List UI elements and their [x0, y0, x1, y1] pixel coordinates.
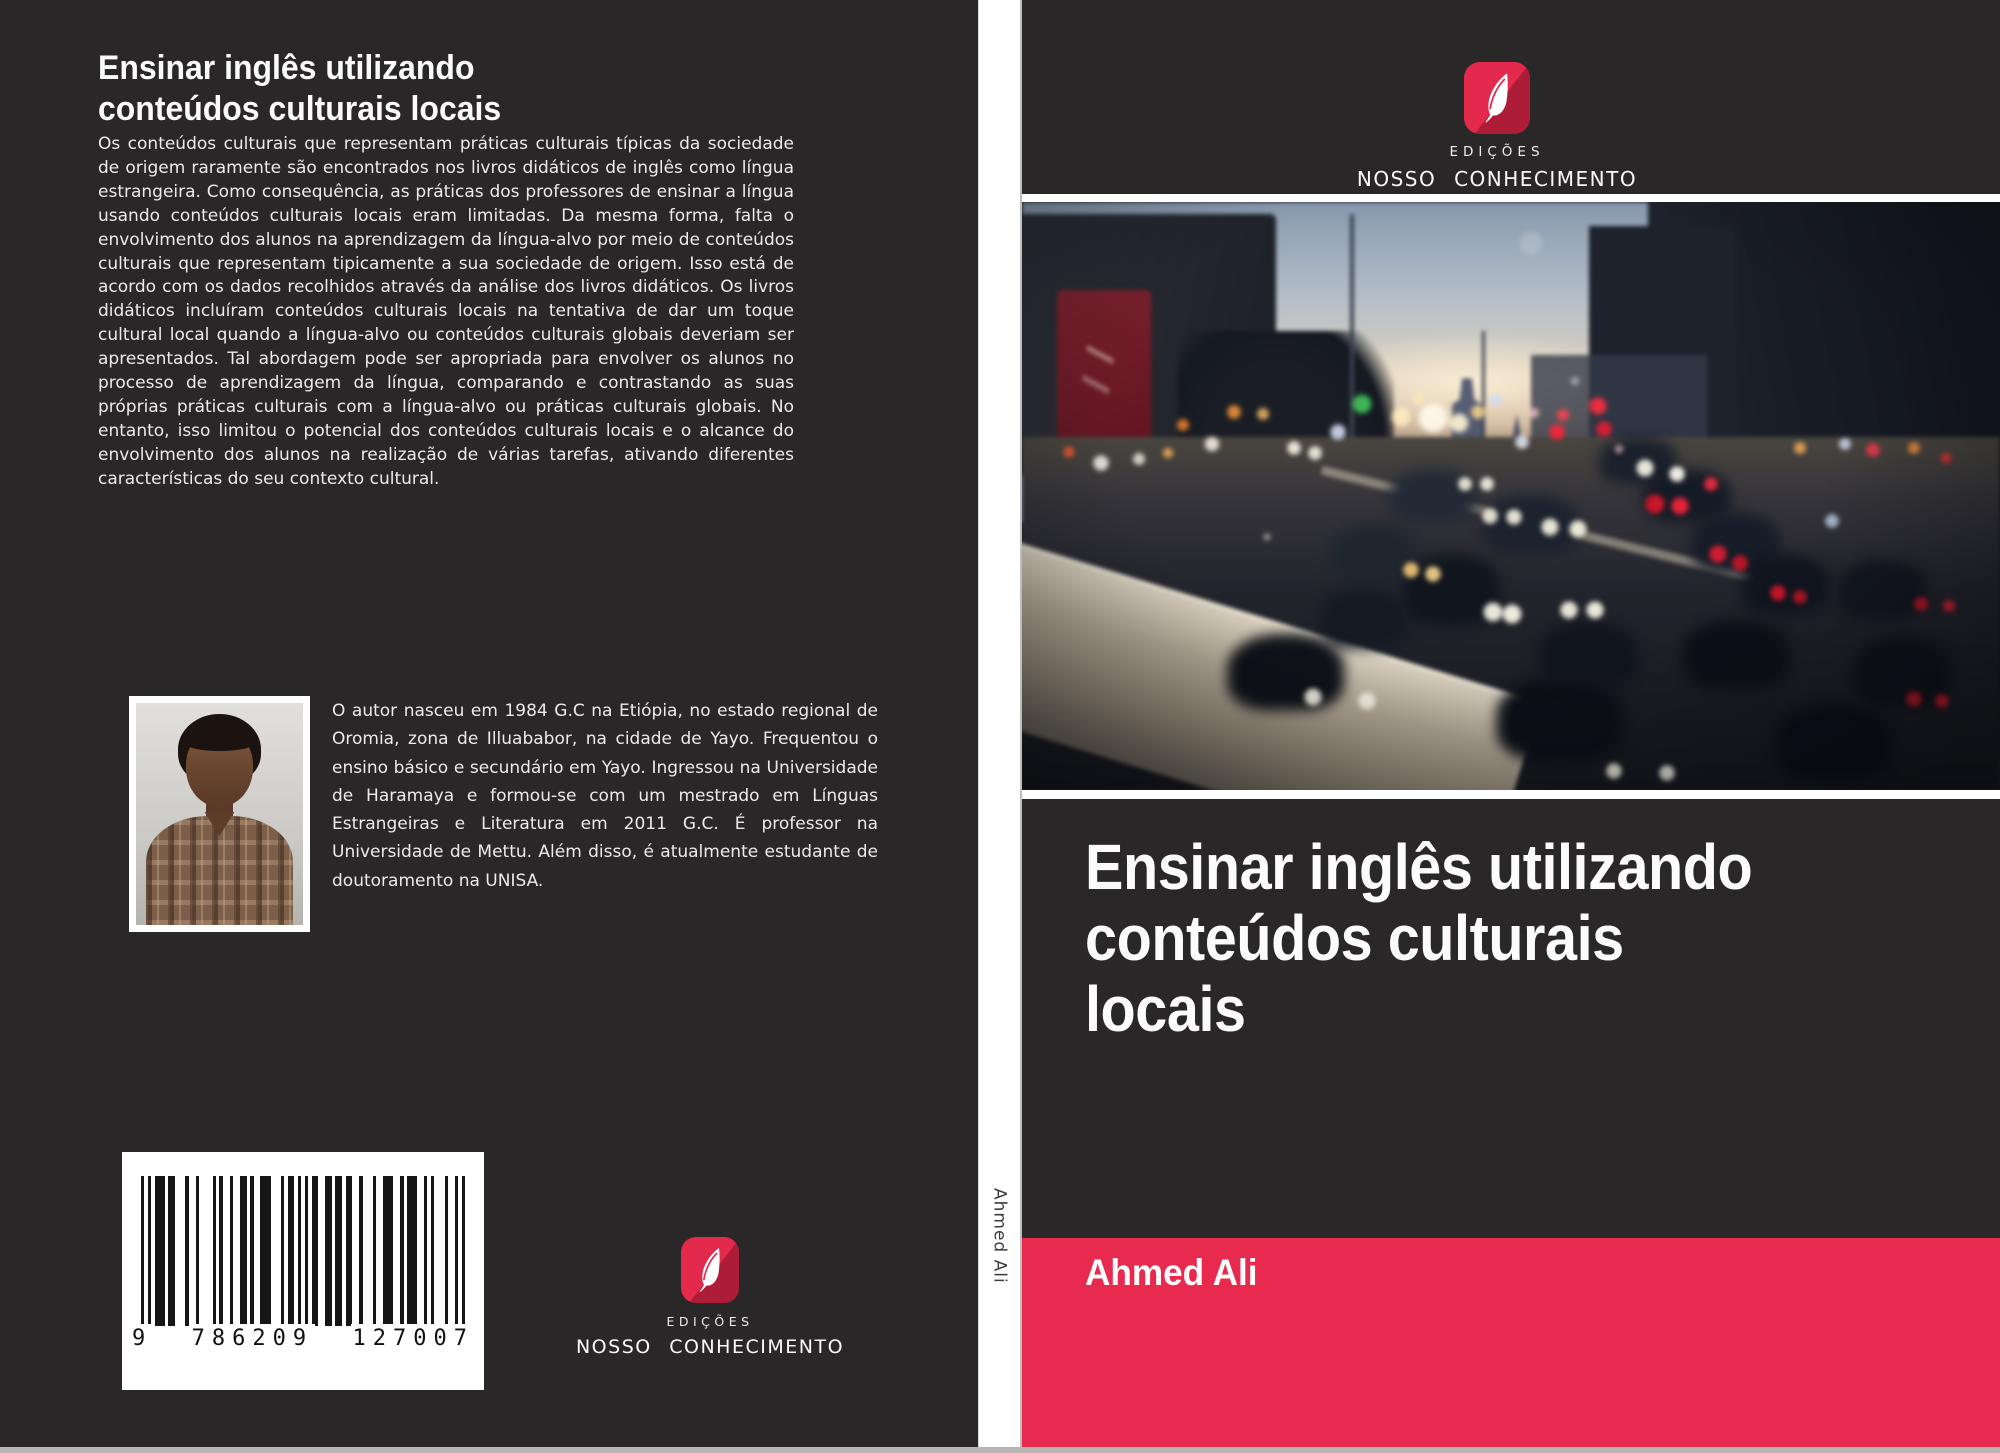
spine: [978, 0, 1022, 1453]
photo-vignette: [1022, 202, 2000, 790]
feather-icon: [681, 1237, 739, 1303]
barcode-bar: [213, 1176, 216, 1326]
publisher-name: NOSSO CONHECIMENTO: [1356, 167, 1638, 191]
author-portrait: [136, 703, 303, 925]
barcode-bar: [185, 1176, 188, 1326]
barcode-bar: [155, 1176, 165, 1326]
author-band: [1022, 1238, 2000, 1453]
front-title-line: locais: [1085, 973, 1246, 1045]
cover-photo: [1022, 202, 2000, 790]
feather-icon: [1464, 62, 1530, 134]
back-cover: [0, 0, 978, 1453]
back-cover-title: [98, 48, 501, 130]
barcode-digit-group: 127007: [351, 1324, 476, 1354]
publisher-logo-front: [1008, 62, 1986, 191]
back-title-line: conteúdos culturais locais: [98, 90, 502, 128]
page-bottom-edge: [0, 1447, 2000, 1453]
author-photo: [129, 696, 310, 932]
barcode-digit-group: 9: [130, 1324, 154, 1354]
author-bio-text: O autor nasceu em 1984 G.C na Etiópia, no estado regional de Oromia, zona de Illuababor, na cidade de Yayo. Frequentou o ensino básico e secundário em Yayo. Ingressou na Universidade de Haramaya e formou-se com um mestrado em Línguas Estrangeiras e Literatura em 2011 G.C. É professor na Universidade de Mettu. Além disso, é atualmente estudante de doutoramento na UNISA.: [332, 701, 878, 891]
spine-author-name: Ahmed Ali: [989, 1188, 1010, 1284]
publisher-imprint: EDIÇÕES: [666, 1314, 754, 1329]
barcode-digit-group: 786209: [190, 1324, 315, 1354]
barcode-bar: [168, 1176, 175, 1326]
front-title-line: conteúdos culturais: [1085, 902, 1624, 974]
barcode-bar: [196, 1176, 199, 1326]
front-title-line: Ensinar inglês utilizando: [1085, 831, 1753, 903]
photo-separator-top: [1022, 194, 2000, 202]
front-cover-title: [1085, 832, 1752, 1045]
front-author-name: Ahmed Ali: [1085, 1252, 1258, 1293]
publisher-name: NOSSO CONHECIMENTO: [575, 1336, 845, 1358]
photo-separator-bottom: [1022, 790, 2000, 799]
portrait-hairline: [184, 726, 254, 750]
back-title-line: Ensinar inglês utilizando: [98, 49, 475, 87]
publisher-imprint: EDIÇÕES: [1449, 144, 1545, 160]
synopsis-text: Os conteúdos culturais que representam práticas culturais típicas da sociedade de origem raramente são encontrados nos livros didáticos de inglês como língua estrangeira. Como consequência, as práticas dos professores de ensinar a língua usando conteúdos culturais locais eram limitadas. Da mesma forma, falta o envolvimento dos alunos na aprendizagem da língua-alvo por meio de conteúdos culturais que representam tipicamente a sua sociedade de origem. Isso está de acordo com os dados recolhidos através da análise dos livros didáticos. Os livros didáticos incluíram conteúdos culturais locais na tentativa de dar um toque cultural local quando a língua-alvo ou conteúdos culturais globais deveriam ser apresentados. Tal abordagem pode ser apropriada para envolver os alunos no processo de aprendizagem da língua, comparando e contrastando as suas próprias práticas culturais com a língua-alvo ou práticas culturais globais. No entanto, isso limitou o potencial dos conteúdos culturais locais e o alcance do envolvimento dos alunos na realização de várias tarefas, ativando diferentes características do seu contexto cultural.: [98, 134, 794, 489]
front-cover: [1022, 0, 2000, 1453]
